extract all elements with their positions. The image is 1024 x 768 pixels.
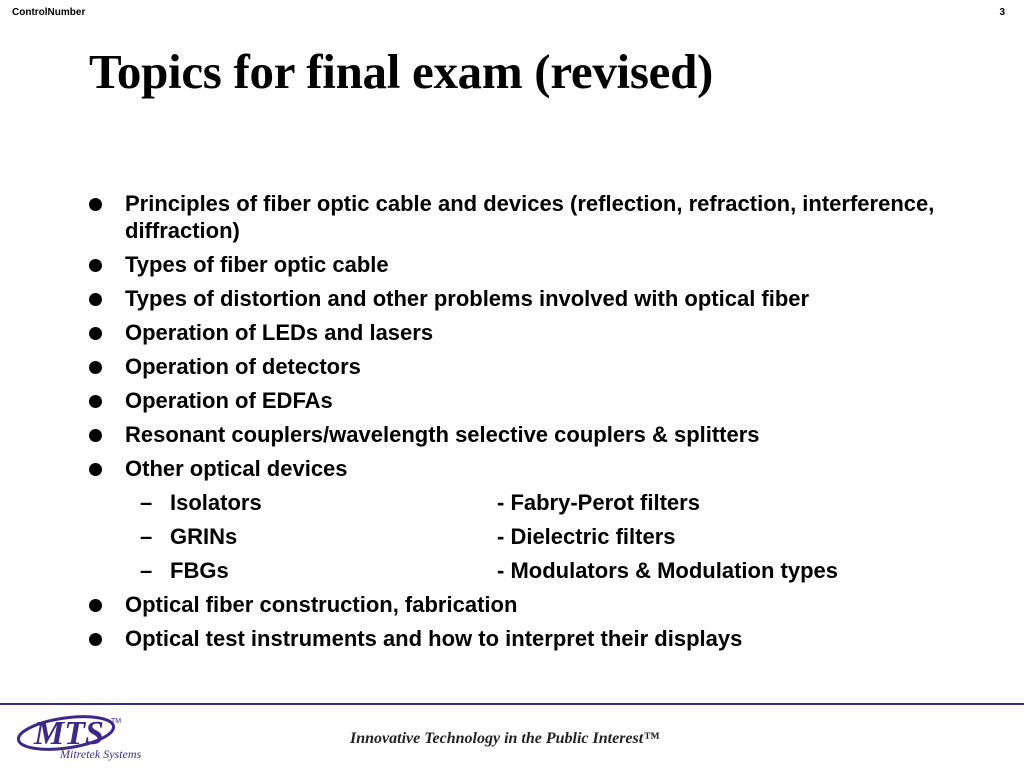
bullet-icon [89,463,102,476]
slide-title: Topics for final exam (revised) [89,44,714,99]
sub-item-left: Isolators [170,490,262,515]
sub-item-right: - Modulators & Modulation types [497,558,838,583]
logo-text: MTS [34,715,104,752]
list-item [88,421,968,448]
footer-tagline: Innovative Technology in the Public Interest™ [350,730,660,747]
bullet-icon [89,361,102,374]
list-item [88,319,968,346]
control-number: ControlNumber [12,7,86,18]
list-item-text: Optical fiber construction, fabrication [125,592,518,617]
list-item [88,285,968,312]
list-item-text: Principles of fiber optic cable and devices (reflection, refraction, interference, diffraction) [125,191,935,243]
list-item-text: Resonant couplers/wavelength selective couplers & splitters [125,422,760,447]
footer-divider [0,703,1024,705]
list-item [88,591,968,618]
sub-item-left: GRINs [170,524,238,549]
dash-marker: – [140,524,153,549]
sub-list-item [88,489,968,516]
list-item [88,387,968,414]
bullet-icon [89,198,102,211]
list-item [88,190,968,244]
list-item-text: Types of fiber optic cable [125,252,389,277]
list-item-text: Other optical devices [125,456,348,481]
list-item [88,455,968,482]
bullet-icon [89,599,102,612]
page-number: 3 [999,7,1005,18]
sub-list-item [88,523,968,550]
list-item-text: Operation of LEDs and lasers [125,320,434,345]
bullet-icon [89,633,102,646]
topic-list [88,190,968,659]
list-item-text: Optical test instruments and how to interpret their displays [125,626,743,651]
sub-item-left: FBGs [170,558,229,583]
bullet-icon [89,395,102,408]
list-item-text: Operation of detectors [125,354,361,379]
sub-item-right: - Dielectric filters [497,524,676,549]
sub-list [88,489,968,584]
sub-list-container [88,489,968,584]
bullet-icon [89,429,102,442]
list-item-text: Operation of EDFAs [125,388,333,413]
dash-marker: – [140,490,153,515]
list-item [88,251,968,278]
bullet-icon [89,327,102,340]
logo-tm: TM [111,718,122,725]
dash-marker: – [140,558,153,583]
list-item [88,625,968,652]
bullet-icon [89,293,102,306]
mts-logo [14,708,164,764]
sub-list-item [88,557,968,584]
list-item-text: Types of distortion and other problems involved with optical fiber [125,286,810,311]
list-item [88,353,968,380]
sub-item-right: - Fabry-Perot filters [497,490,700,515]
logo-subtitle: Mitretek Systems [60,747,142,761]
bullet-icon [89,259,102,272]
